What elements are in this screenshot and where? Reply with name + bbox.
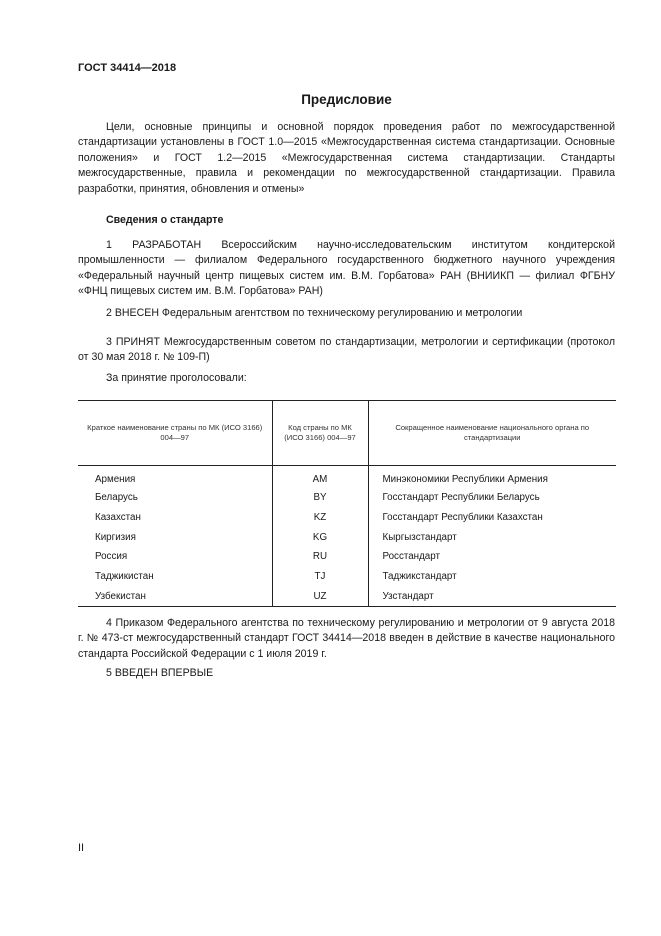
country-cell: Таджикистан: [95, 571, 154, 583]
code-cell: BY: [272, 488, 368, 508]
country-cell: Киргизия: [95, 531, 136, 543]
country-cell: Казахстан: [95, 512, 141, 524]
country-cell: Армения: [95, 473, 136, 485]
table-row: [78, 547, 616, 567]
document-header: ГОСТ 34414—2018: [78, 62, 177, 74]
table-header-code: Код страны по МК (ИСО 3166) 004—97: [272, 401, 368, 466]
page-title: Предисловие: [301, 92, 392, 107]
voted-label: За принятие проголосовали:: [106, 372, 247, 384]
body-cell: Госстандарт Республики Беларусь: [382, 492, 540, 504]
code-cell: KG: [272, 527, 368, 547]
item-first-time: 5 ВВЕДЕН ВПЕРВЫЕ: [106, 667, 214, 679]
body-cell: Таджикстандарт: [382, 571, 457, 583]
item-introduced: 2 ВНЕСЕН Федеральным агентством по техническому регулированию и метрологии: [106, 307, 523, 319]
code-cell: TJ: [272, 567, 368, 587]
body-cell: Минэкономики Республики Армения: [382, 473, 548, 485]
country-cell: Россия: [95, 551, 128, 563]
members-table: [78, 400, 616, 607]
page-number: II: [78, 842, 85, 854]
code-cell: AM: [272, 466, 368, 489]
table-row: [78, 586, 616, 606]
table-row: [78, 488, 616, 508]
body-cell: Росстандарт: [382, 551, 440, 563]
intro-paragraph: Цели, основные принципы и основной порядок проведения работ по межгосударственной стандартизации установлены в ГОСТ 1.0—2015 «Межгосударственная система стандартизации. Основные положения» и ГОСТ 1.2—2015 «Межгосударственная система стандартизации. Стандарты межгосударственные, правила и рекомендации по межгосударственной стандартизации. Правила разработки, принятия, обновления и отмены»: [78, 121, 615, 195]
code-cell: UZ: [272, 586, 368, 606]
table-row: [78, 567, 616, 587]
table-row: [78, 527, 616, 547]
table-header-country: Краткое наименование страны по МК (ИСО 3166) 004—97: [78, 401, 272, 466]
body-cell: Узстандарт: [368, 586, 616, 606]
item-developed: 1 РАЗРАБОТАН Всероссийским научно-исследовательским институтом кондитерской промышленности — филиалом Федерального государственного бюджетного научного учреждения «Федеральный научный центр пищевых систем им. В.М. Горбатова» РАН (ВНИИКП — филиал ФГБНУ «ФНЦ пищевых систем им. В.М. Горбатова» РАН): [78, 239, 615, 298]
table-row: [78, 466, 616, 489]
code-cell: KZ: [272, 508, 368, 528]
section-heading: Сведения о стандарте: [106, 214, 224, 226]
body-cell: Кыргызстандарт: [382, 531, 457, 543]
item-adopted: 3 ПРИНЯТ Межгосударственным советом по стандартизации, метрологии и сертификации (протокол от 30 мая 2018 г. № 109-П): [78, 336, 615, 364]
item-order: 4 Приказом Федерального агентства по техническому регулированию и метрологии от 9 августа 2018 г. № 473-ст межгосударственный стандарт ГОСТ 34414—2018 введен в действие в качестве национального стандарта Российской Федерации с 1 июля 2019 г.: [78, 617, 615, 660]
country-cell: Беларусь: [95, 492, 138, 504]
table-row: [78, 508, 616, 528]
country-cell: Узбекистан: [78, 586, 272, 606]
body-cell: Госстандарт Республики Казахстан: [382, 512, 543, 524]
code-cell: RU: [272, 547, 368, 567]
table-header-body: Сокращенное наименование национального органа по стандартизации: [368, 401, 616, 466]
